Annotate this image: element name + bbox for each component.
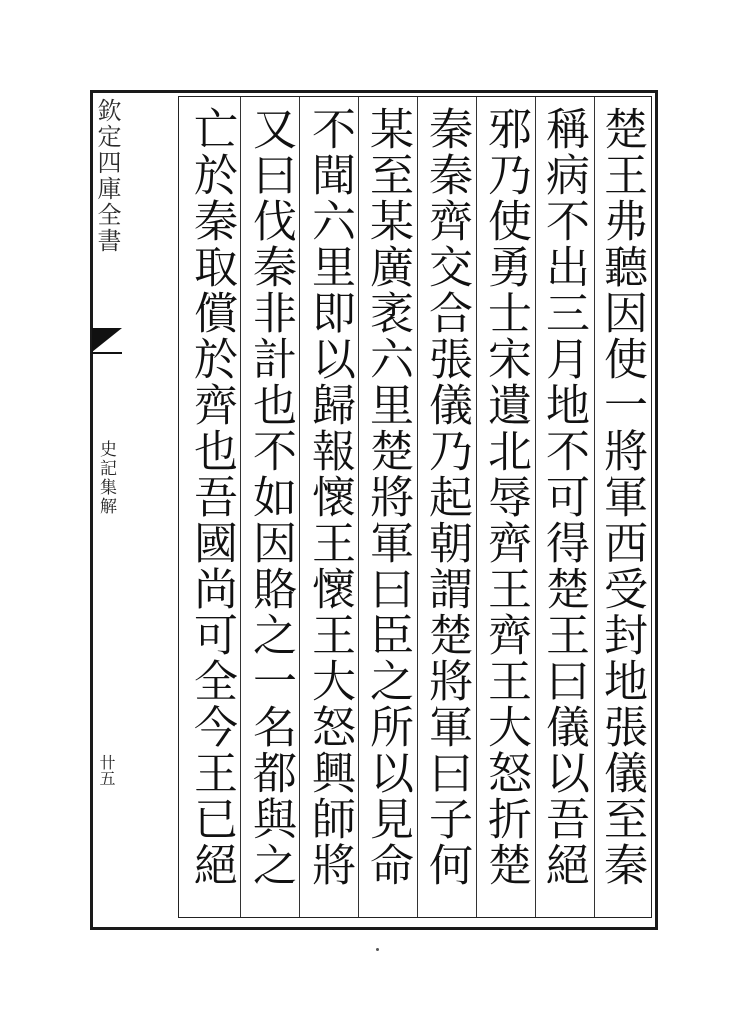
margin-collection-title: 欽定四庫全書 [93,98,121,254]
text-column-8: 亡於秦取償於齊也吾國尚可全今王已絕 [186,106,237,888]
margin-book-title: 史記集解 [96,440,116,516]
text-column-6: 不聞六里即以歸報懷王懷王大怒興師將 [304,106,355,888]
text-column-4: 秦秦齊交合張儀乃起朝謂楚將軍曰子何 [421,106,472,888]
fishtail-rule [92,352,122,354]
text-column-1: 楚王弗聽因使一將軍西受封地張儀至秦 [596,106,647,888]
speck [376,948,379,951]
fishtail-mark [92,328,122,352]
margin-page-number: 卄五 [97,754,116,786]
text-column-3: 邪乃使勇士宋遺北辱齊王齊王大怒折楚 [480,106,531,888]
text-column-7: 又曰伐秦非計也不如因賂之一名都與之 [245,106,296,888]
text-column-5: 某至某廣袤六里楚將軍曰臣之所以見命 [362,106,413,888]
text-column-2: 稱病不出三月地不可得楚王曰儀以吾絕 [538,106,589,888]
